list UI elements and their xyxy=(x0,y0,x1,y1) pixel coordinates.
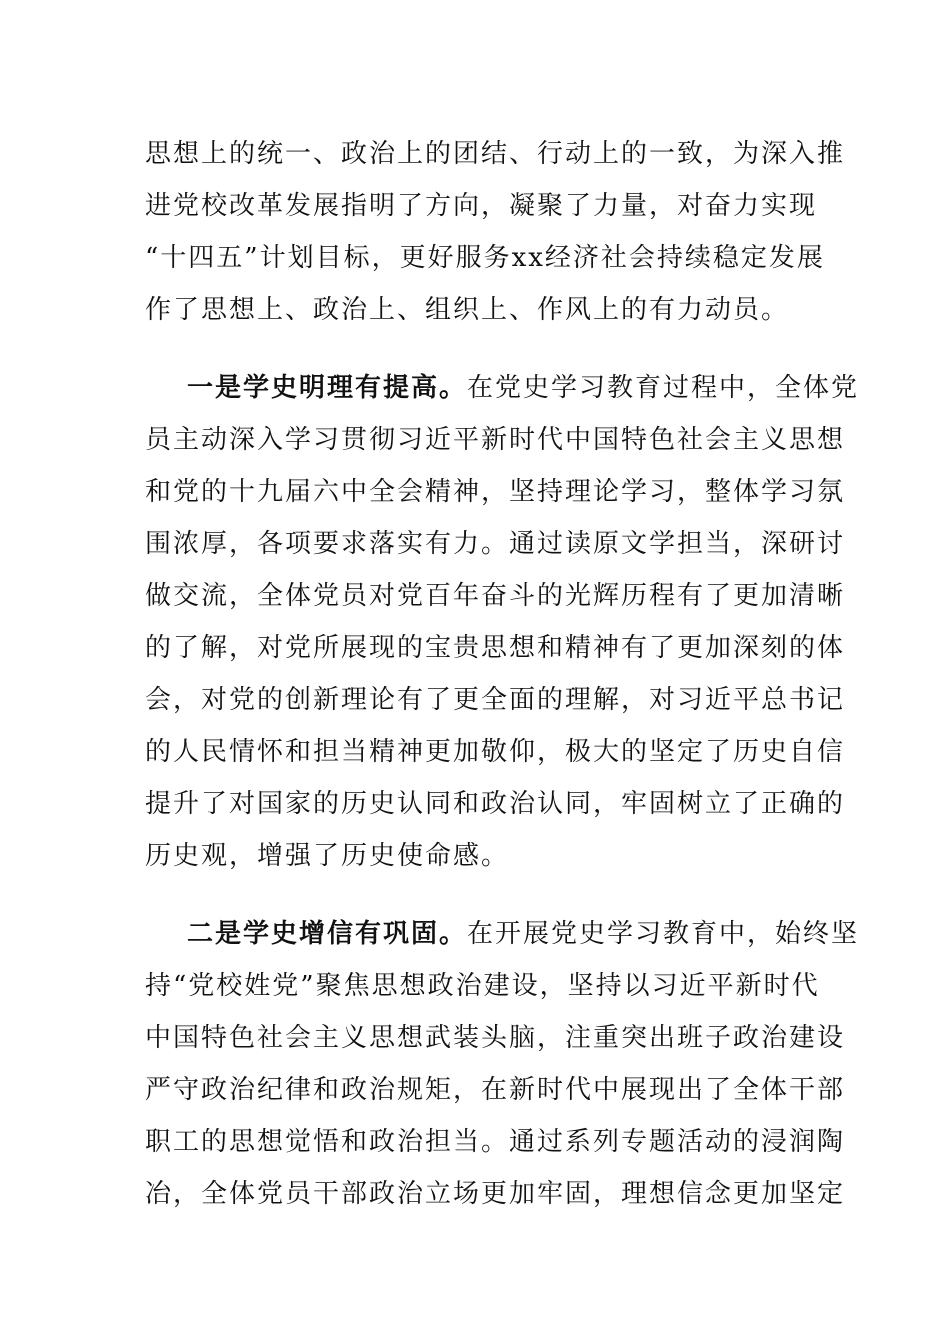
text-line: 严守政治纪律和政治规矩，在新时代中展现出了全体干部 xyxy=(145,1075,846,1105)
text-fragment: 在开展党史学习教育中，始终坚 xyxy=(467,919,860,949)
text-line: 会，对党的创新理论有了更全面的理解，对习近平总书记 xyxy=(145,685,846,715)
text-line: “十四五”计划目标，更好服务xx经济社会持续稳定发展 xyxy=(145,243,825,273)
paragraph-heading: 一是学史明理有提高。 xyxy=(187,373,468,403)
text-line: 提升了对国家的历史认同和政治认同，牢固树立了正确的 xyxy=(145,789,846,819)
text-line: 持“党校姓党”聚焦思想政治建设，坚持以习近平新时代 xyxy=(145,971,820,1001)
text-line: 员主动深入学习贯彻习近平新时代中国特色社会主义思想 xyxy=(145,425,846,455)
text-line: 历史观，增强了历史使命感。 xyxy=(145,841,510,871)
text-line: 作了思想上、政治上、组织上、作风上的有力动员。 xyxy=(145,295,790,325)
document-body xyxy=(145,128,860,1220)
text-line: 思想上的统一、政治上的团结、行动上的一致，为深入推 xyxy=(145,139,846,169)
paragraph-learn-history-confidence xyxy=(145,908,860,1220)
text-fragment: 在党史学习教育过程中，全体党 xyxy=(467,373,860,403)
text-line: 和党的十九届六中全会精神，坚持理论学习，整体学习氛 xyxy=(145,477,846,507)
paragraph-heading: 二是学史增信有巩固。 xyxy=(187,919,468,949)
text-line: 中国特色社会主义思想武装头脑，注重突出班子政治建设 xyxy=(145,1023,846,1053)
text-line: 进党校改革发展指明了方向，凝聚了力量，对奋力实现 xyxy=(145,191,818,221)
text-line: 做交流，全体党员对党百年奋斗的光辉历程有了更加清晰 xyxy=(145,581,846,611)
paragraph-learn-history-reason xyxy=(145,362,860,882)
paragraph-first-line xyxy=(145,362,860,414)
text-line: 职工的思想觉悟和政治担当。通过系列专题活动的浸润陶 xyxy=(145,1127,846,1157)
paragraph-continuation xyxy=(145,128,846,336)
text-line: 的人民情怀和担当精神更加敬仰，极大的坚定了历史自信 xyxy=(145,737,846,767)
text-line: 的了解，对党所展现的宝贵思想和精神有了更加深刻的体 xyxy=(145,633,846,663)
paragraph-first-line xyxy=(145,908,860,960)
text-line: 围浓厚，各项要求落实有力。通过读原文学担当，深研讨 xyxy=(145,529,846,559)
text-line: 冶，全体党员干部政治立场更加牢固，理想信念更加坚定 xyxy=(145,1179,846,1209)
